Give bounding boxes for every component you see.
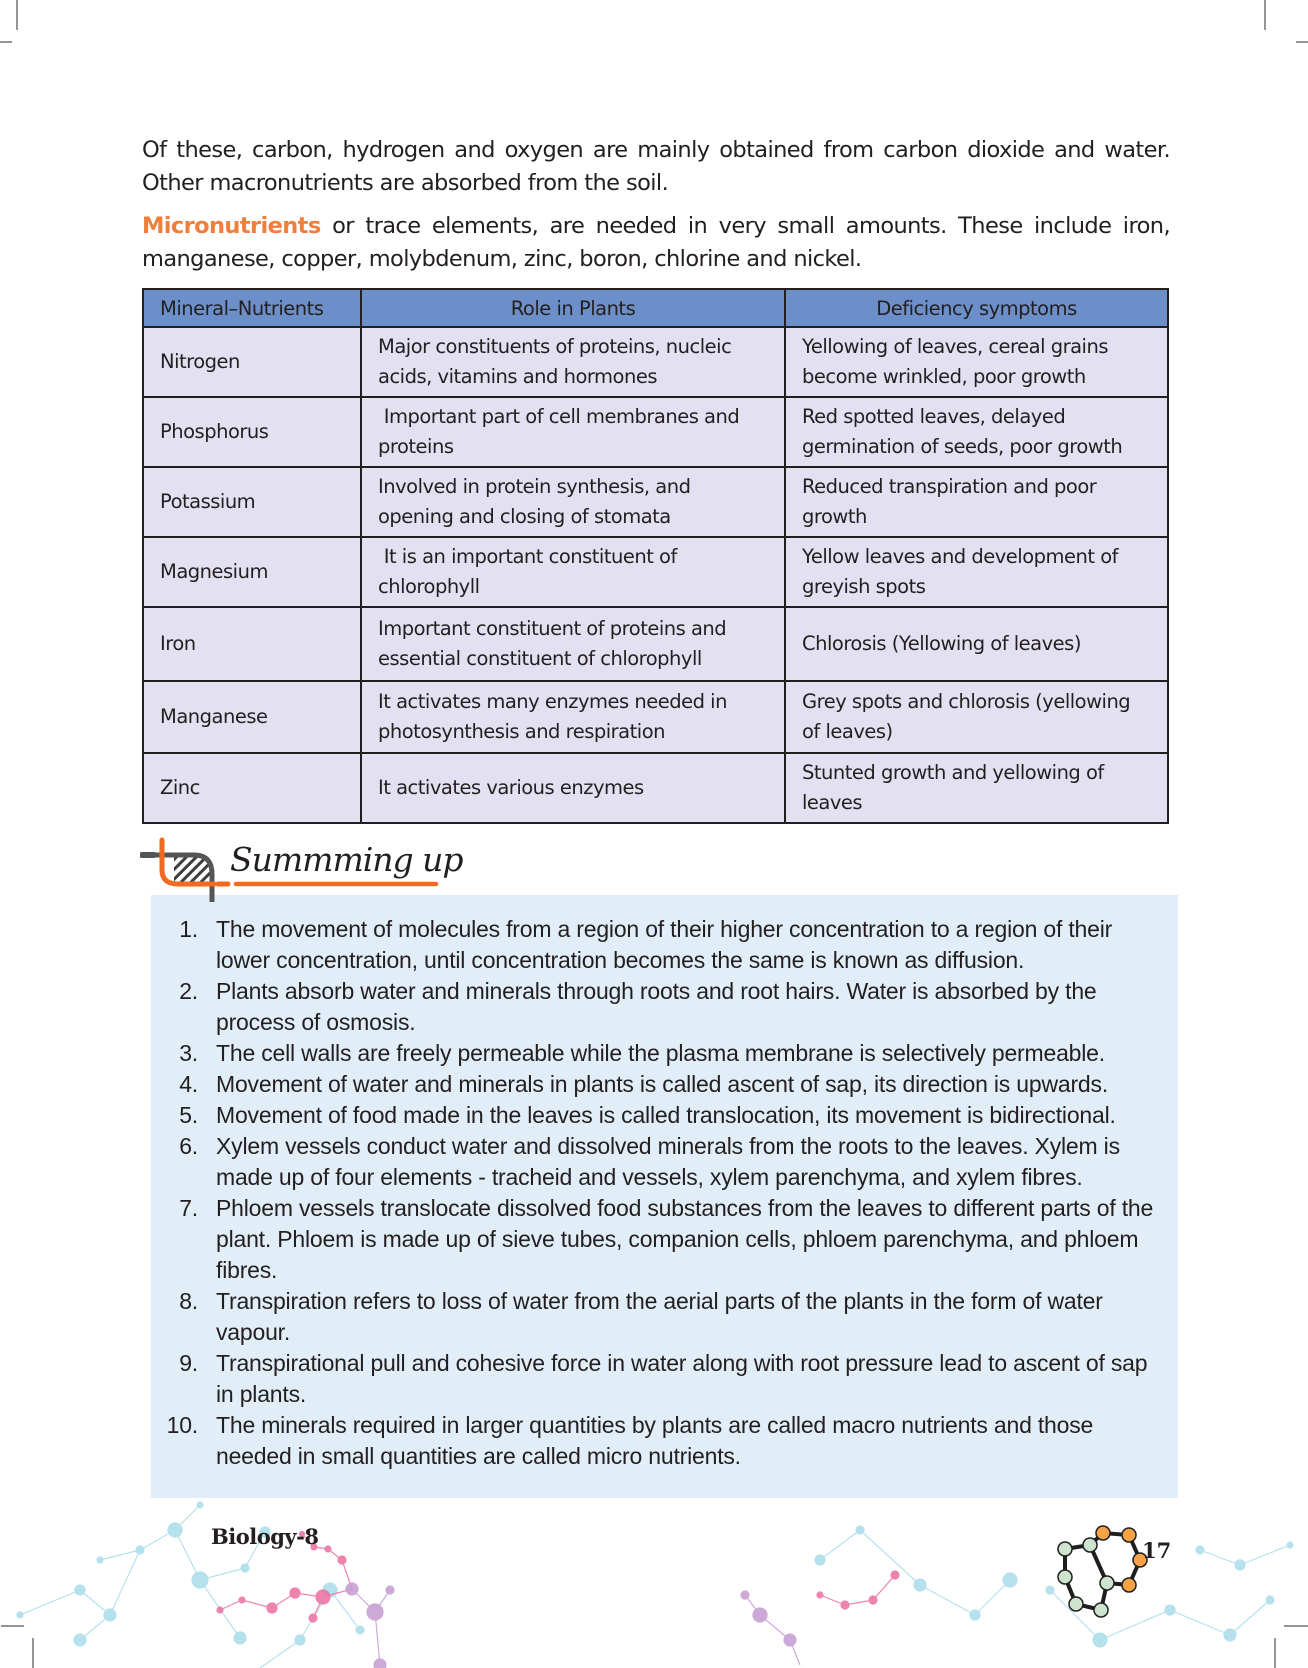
list-item [158, 1100, 1164, 1131]
intro-text [142, 134, 1170, 286]
cell-deficiency: Reduced transpiration and poor growth [785, 467, 1168, 537]
item-number: 2. [179, 978, 198, 1004]
item-text: The cell walls are freely permeable while the plasma membrane is selectively permeable. [216, 1040, 1105, 1066]
cell-deficiency: Chlorosis (Yellowing of leaves) [785, 607, 1168, 681]
list-item [158, 1131, 1164, 1193]
item-text: The movement of molecules from a region of their higher concentration to a region of their lower concentration, until concentration becomes the same is known as diffusion. [216, 916, 1113, 973]
item-text: Plants absorb water and minerals through roots and root hairs. Water is absorbed by the process of osmosis. [216, 978, 1097, 1035]
item-text: Transpiration refers to loss of water from the aerial parts of the plants in the form of water vapour. [216, 1288, 1103, 1345]
table-row [143, 681, 1168, 753]
cell-role: Major constituents of proteins, nucleic acids, vitamins and hormones [361, 327, 785, 397]
column-header-mineral: Mineral–Nutrients [143, 289, 361, 327]
cell-nutrient: Nitrogen [143, 327, 361, 397]
item-text: Phloem vessels translocate dissolved food substances from the leaves to different parts of the plant. Phloem is made up of sieve tubes, companion cells, phloem parenchyma, and phloem fibres. [216, 1195, 1154, 1283]
cell-nutrient: Zinc [143, 753, 361, 823]
list-item [158, 914, 1164, 976]
crop-mark [1296, 41, 1308, 43]
item-number: 3. [179, 1040, 198, 1066]
list-item [158, 1069, 1164, 1100]
table-row [143, 607, 1168, 681]
crop-mark [16, 0, 18, 30]
cell-role: It activates various enzymes [361, 753, 785, 823]
cell-role: Important part of cell membranes and proteins [361, 397, 785, 467]
cell-nutrient: Magnesium [143, 537, 361, 607]
summary-title: Summming up [230, 840, 463, 879]
table-header-row [143, 289, 1168, 327]
mineral-nutrients-table [142, 288, 1169, 824]
item-number: 7. [179, 1195, 198, 1221]
cell-deficiency: Yellow leaves and development of greyish spots [785, 537, 1168, 607]
item-number: 6. [179, 1133, 198, 1159]
item-text: The minerals required in larger quantities by plants are called macro nutrients and those needed in small quantities are called micro nutrients. [216, 1412, 1094, 1469]
crop-mark [0, 41, 12, 43]
list-item [158, 1193, 1164, 1286]
hexagon-molecule-icon [1055, 1505, 1185, 1625]
cell-role: Important constituent of proteins and essential constituent of chlorophyll [361, 607, 785, 681]
cell-role: It is an important constituent of chlorophyll [361, 537, 785, 607]
list-item [158, 1286, 1164, 1348]
cell-nutrient: Potassium [143, 467, 361, 537]
item-number: 9. [179, 1350, 198, 1376]
table-row [143, 327, 1168, 397]
item-number: 8. [179, 1288, 198, 1314]
table-row [143, 397, 1168, 467]
crop-mark [1264, 0, 1266, 30]
micronutrients-description: or trace elements, are needed in very small amounts. These include iron, manganese, copper, molybdenum, zinc, boron, chlorine and nickel. [142, 213, 1170, 272]
cell-role: It activates many enzymes needed in photosynthesis and respiration [361, 681, 785, 753]
cell-role: Involved in protein synthesis, and opening and closing of stomata [361, 467, 785, 537]
micronutrients-term: Micronutrients [142, 213, 321, 239]
table-row [143, 467, 1168, 537]
item-text: Movement of food made in the leaves is called translocation, its movement is bidirectional. [216, 1102, 1116, 1128]
page-number: 17 [1142, 1538, 1172, 1563]
item-number: 5. [179, 1102, 198, 1128]
cell-nutrient: Iron [143, 607, 361, 681]
list-item [158, 976, 1164, 1038]
intro-paragraph-macronutrients: Of these, carbon, hydrogen and oxygen are mainly obtained from carbon dioxide and water. Other macronutrients are absorbed from the soil. [142, 137, 1170, 196]
cell-deficiency: Stunted growth and yellowing of leaves [785, 753, 1168, 823]
item-number: 10. [166, 1412, 198, 1438]
list-item [158, 1410, 1164, 1472]
item-text: Xylem vessels conduct water and dissolved minerals from the roots to the leaves. Xylem is made up of four elements - tracheid and vessels, xylem parenchyma, and xylem fibres. [216, 1133, 1120, 1190]
column-header-role: Role in Plants [361, 289, 785, 327]
cell-nutrient: Manganese [143, 681, 361, 753]
table-row [143, 537, 1168, 607]
list-item [158, 1038, 1164, 1069]
cell-nutrient: Phosphorus [143, 397, 361, 467]
cell-deficiency: Yellowing of leaves, cereal grains become wrinkled, poor growth [785, 327, 1168, 397]
summary-list [158, 914, 1164, 1472]
cell-deficiency: Red spotted leaves, delayed germination of seeds, poor growth [785, 397, 1168, 467]
item-text: Transpirational pull and cohesive force in water along with root pressure lead to ascent of sap in plants. [216, 1350, 1148, 1407]
item-number: 1. [179, 916, 198, 942]
item-text: Movement of water and minerals in plants is called ascent of sap, its direction is upwards. [216, 1071, 1109, 1097]
column-header-deficiency: Deficiency symptoms [785, 289, 1168, 327]
cell-deficiency: Grey spots and chlorosis (yellowing of leaves) [785, 681, 1168, 753]
book-title: Biology-8 [211, 1524, 319, 1549]
intro-paragraph-micronutrients [142, 210, 1170, 276]
item-number: 4. [179, 1071, 198, 1097]
list-item [158, 1348, 1164, 1410]
table-row [143, 753, 1168, 823]
